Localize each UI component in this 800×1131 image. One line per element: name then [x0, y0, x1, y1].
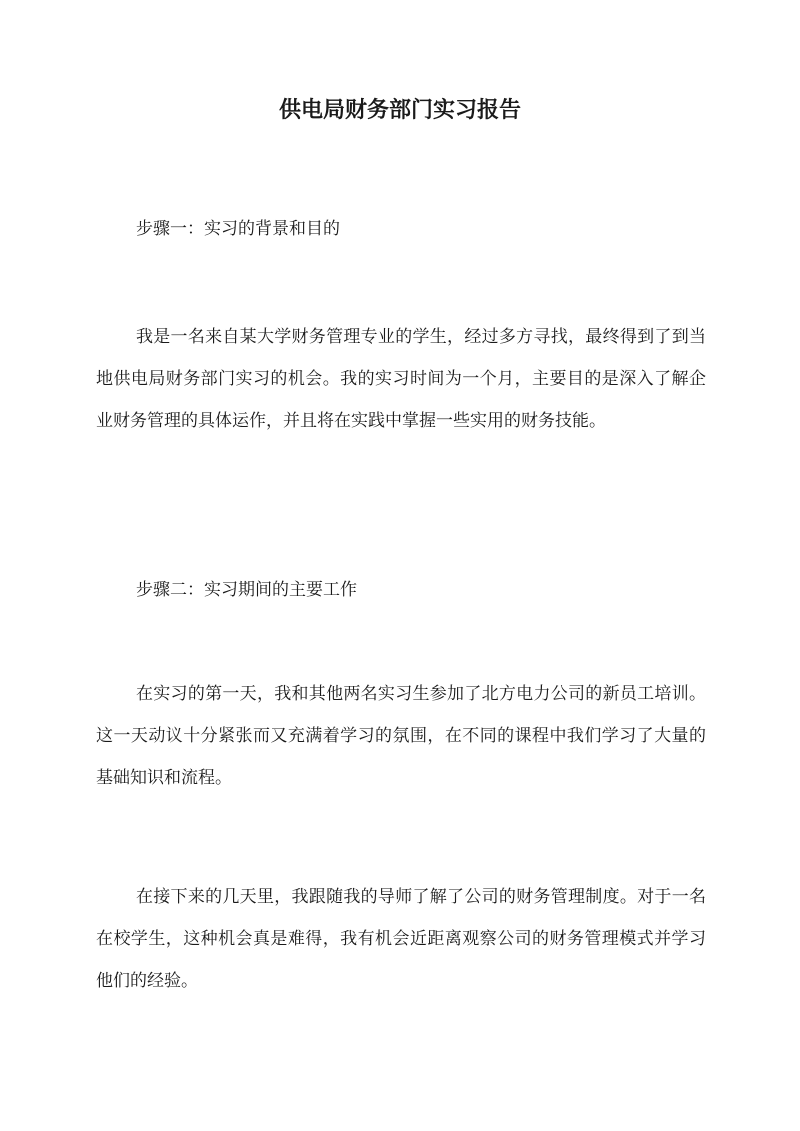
section-2-paragraph-2: 在接下来的几天里，我跟随我的导师了解了公司的财务管理制度。对于一名在校学生，这种机会真是难得，我有机会近距离观察公司的财务管理模式并学习他们的经验。 [96, 887, 706, 991]
document-title: 供电局财务部门实习报告 [278, 97, 521, 123]
section-heading-step-2: 步骤二：实习期间的主要工作 [136, 580, 357, 600]
section-heading-step-1: 步骤一：实习的背景和目的 [136, 219, 340, 239]
section-1-paragraph-1: 我是一名来自某大学财务管理专业的学生，经过多方寻找，最终得到了到当地供电局财务部门实习的机会。我的实习时间为一个月，主要目的是深入了解企业财务管理的具体运作，并且将在实践中掌握一些实用的财务技能。 [96, 327, 706, 431]
section-2-paragraph-1: 在实习的第一天，我和其他两名实习生参加了北方电力公司的新员工培训。这一天动议十分紧张而又充满着学习的氛围，在不同的课程中我们学习了大量的基础知识和流程。 [96, 684, 706, 788]
